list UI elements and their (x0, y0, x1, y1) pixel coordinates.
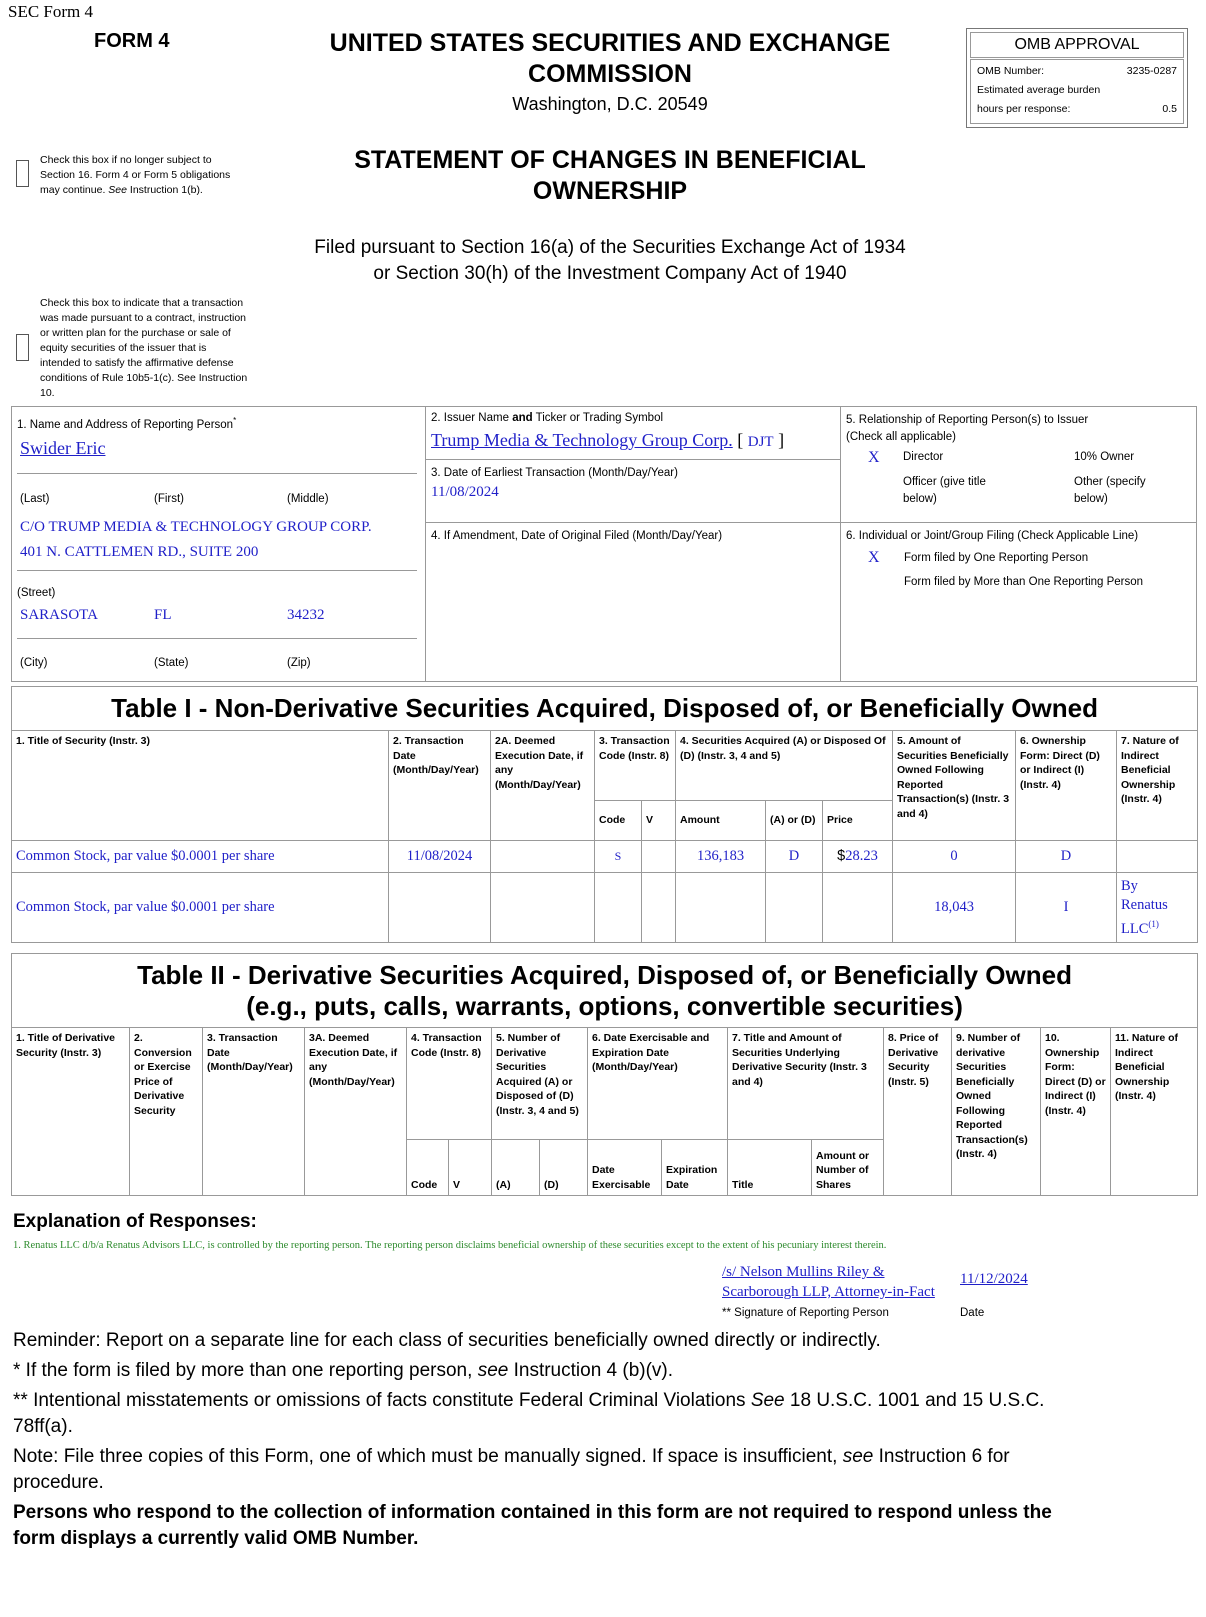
omb-approval-box (966, 28, 1188, 128)
table-row (12, 873, 1198, 943)
reminder-text: Reminder: Report on a separate line for each class of securities beneficially owned directly or indirectly. (13, 1330, 881, 1351)
t1-row2-form: I (1016, 873, 1117, 943)
table2-derivative (11, 953, 1198, 1196)
t1-header-owned: 5. Amount of Securities Beneficially Owned Following Reported Transaction(s) (Instr. 3 and 4) (893, 731, 1016, 841)
persons-text: Persons who respond to the collection of information contained in this form are not required to respond unless the form displays a currently valid OMB Number. (13, 1502, 1052, 1549)
t2-sub-exercisable: Date Exercisable (588, 1140, 662, 1196)
t2-sub-title: Title (728, 1140, 812, 1196)
rule-10b5-1-checkbox[interactable] (16, 334, 29, 361)
other-label: Other (specify below) (1074, 476, 1146, 505)
city-value: SARASOTA (20, 607, 98, 623)
explanation-title: Explanation of Responses: (13, 1211, 257, 1232)
city-label: (City) (20, 657, 48, 669)
more-person-label: Form filed by More than One Reporting Person (904, 576, 1144, 588)
state-label: (State) (154, 657, 189, 669)
rule-10b5-1-text (40, 296, 270, 401)
box3-label: 3. Date of Earliest Transaction (Month/Day/Year) (431, 467, 678, 479)
form-label: FORM 4 (94, 30, 170, 52)
t1-row2-nature: By Renatus LLC$^{(1)}$ (1117, 873, 1198, 943)
section16-text: Check this box if no longer subject to Section 16. Form 4 or Form 5 obligations may continue. See Instruction 1(b). (40, 154, 231, 196)
rule-line: or written plan for the purchase or sale of (40, 327, 231, 339)
t2-header-title: 1. Title of Derivative Security (Instr. 3) (12, 1028, 130, 1196)
t2-header-owned: 9. Number of derivative Securities Beneficially Owned Following Reported Transaction(s) (Instr. 4) (952, 1028, 1041, 1196)
t1-header-code: 3. Transaction Code (Instr. 8) (595, 731, 676, 801)
note-text: Note: File three copies of this Form, one of which must be manually signed. If space is insufficient, see Instruction 6 for procedure. (13, 1446, 1010, 1493)
t2-header-conversion: 2. Conversion or Exercise Price of Derivative Security (130, 1028, 203, 1196)
t2-header-deemed: 3A. Deemed Execution Date, if any (Month/Day/Year) (305, 1028, 407, 1196)
t1-row2-ad (766, 873, 823, 943)
earliest-transaction-date: 11/08/2024 (431, 484, 499, 500)
t1-row1-title: Common Stock, par value $0.0001 per share (12, 841, 389, 873)
rule-line: was made pursuant to a contract, instruction (40, 312, 247, 324)
t1-row1-price: $28.23 (823, 841, 893, 873)
zip-value: 34232 (287, 607, 325, 623)
agency-address: Washington, D.C. 20549 (512, 94, 708, 114)
signature-label: ** Signature of Reporting Person (722, 1307, 889, 1319)
t2-sub-code: Code (407, 1140, 449, 1196)
state-value: FL (154, 607, 172, 623)
t1-row2-deemed (491, 873, 595, 943)
last-label: (Last) (20, 493, 50, 505)
section16-checkbox[interactable] (16, 160, 29, 187)
t1-row1-form: D (1016, 841, 1117, 873)
reporting-address: C/O TRUMP MEDIA & TECHNOLOGY GROUP CORP. 401 N. CATTLEMEN RD., SUITE 200 (20, 519, 372, 560)
t1-row2-amount (676, 873, 766, 943)
t1-row1-date: 11/08/2024 (389, 841, 491, 873)
t1-row2-title: Common Stock, par value $0.0001 per share (12, 873, 389, 943)
director-label: Director (903, 451, 944, 463)
signature-date: 11/12/2024 (960, 1271, 1028, 1287)
footnote-1-ref: (1) (1148, 918, 1159, 929)
t1-row1-deemed (491, 841, 595, 873)
t1-row1-owned: 0 (893, 841, 1016, 873)
ticker-symbol: DJT (747, 434, 774, 450)
t2-sub-amount: Amount or Number of Shares (812, 1140, 884, 1196)
t2-header-date: 3. Transaction Date (Month/Day/Year) (203, 1028, 305, 1196)
t1-row2-code (595, 873, 642, 943)
rule-line: 10. (40, 387, 55, 399)
t1-row2-v (642, 873, 676, 943)
box5-label: 5. Relationship of Reporting Person(s) to Issuer (Check all applicable) (846, 414, 1089, 443)
t1-row1-code: S (595, 841, 642, 873)
t2-header-exercisable: 6. Date Exercisable and Expiration Date (Month/Day/Year) (588, 1028, 728, 1140)
t1-row1-amount: 136,183 (676, 841, 766, 873)
t1-header-date: 2. Transaction Date (Month/Day/Year) (389, 731, 491, 841)
t1-header-form: 6. Ownership Form: Direct (D) or Indirect (I) (Instr. 4) (1016, 731, 1117, 841)
omb-title: OMB APPROVAL (970, 32, 1184, 58)
statement-title: STATEMENT OF CHANGES IN BENEFICIAL OWNERSHIP (354, 146, 866, 205)
t1-header-deemed: 2A. Deemed Execution Date, if any (Month/Day/Year) (491, 731, 595, 841)
t1-header-acquired: 4. Securities Acquired (A) or Disposed Of (D) (Instr. 3, 4 and 5) (676, 731, 893, 801)
t1-sub-v: V (642, 801, 676, 841)
t1-sub-amount: Amount (676, 801, 766, 841)
street-label: (Street) (17, 587, 56, 599)
rule-line: equity securities of the issuer that is (40, 342, 207, 354)
t2-sub-expiration: Expiration Date (662, 1140, 728, 1196)
first-label: (First) (154, 493, 185, 505)
star2-text: ** Intentional misstatements or omissions of facts constitute Federal Criminal Violations See 18 U.S.C. 1001 and 15 U.S.C. 78ff(a). (13, 1390, 1045, 1437)
t1-row1-v (642, 841, 676, 873)
reporting-person-name-link[interactable]: Swider Eric (20, 438, 106, 458)
t2-sub-a: (A) (492, 1140, 540, 1196)
zip-label: (Zip) (287, 657, 311, 669)
t2-header-code: 4. Transaction Code (Instr. 8) (407, 1028, 492, 1140)
t2-header-underlying: 7. Title and Amount of Securities Underlying Derivative Security (Instr. 3 and 4) (728, 1028, 884, 1140)
officer-label: Officer (give title below) (903, 476, 986, 505)
box4-label: 4. If Amendment, Date of Original Filed (Month/Day/Year) (431, 530, 723, 542)
star1-text: * If the form is filed by more than one reporting person, see Instruction 4 (b)(v). (13, 1360, 674, 1381)
t2-header-number: 5. Number of Derivative Securities Acquired (A) or Disposed of (D) (Instr. 3, 4 and 5) (492, 1028, 588, 1140)
table1-non-derivative (11, 686, 1198, 943)
table2-title: Table II - Derivative Securities Acquired, Disposed of, or Beneficially Owned (e.g., puts, calls, warrants, options, convertible securities) (12, 954, 1198, 1028)
box6-label: 6. Individual or Joint/Group Filing (Check Applicable Line) (846, 530, 1139, 542)
issuer-line: Trump Media & Technology Group Corp. [ DJT ] (431, 430, 785, 450)
box2-label: 2. Issuer Name and Ticker or Trading Symbol (431, 412, 664, 424)
t1-row1-ad: D (766, 841, 823, 873)
middle-label: (Middle) (287, 493, 329, 505)
one-person-label: Form filed by One Reporting Person (904, 552, 1089, 564)
t1-sub-price: Price (823, 801, 893, 841)
footnote-1: 1. Renatus LLC d/b/a Renatus Advisors LLC, is controlled by the reporting person. The reporting person disclaims beneficial ownership of these securities except to the extent of his pecuniary interest therein. (13, 1240, 887, 1251)
filed-pursuant: Filed pursuant to Section 16(a) of the Securities Exchange Act of 1934 or Section 30(h) of the Investment Company Act of 1940 (314, 237, 906, 284)
signature-link[interactable]: /s/ Nelson Mullins Riley & Scarborough LLP, Attorney-in-Fact (722, 1264, 935, 1300)
t1-row1-nature (1117, 841, 1198, 873)
t1-sub-ad: (A) or (D) (766, 801, 823, 841)
issuer-name-link[interactable]: Trump Media & Technology Group Corp. (431, 430, 733, 450)
t2-header-price: 8. Price of Derivative Security (Instr. 5) (884, 1028, 952, 1196)
ten-pct-owner-label: 10% Owner (1074, 451, 1135, 463)
director-x-mark: X (868, 449, 880, 466)
rule-line: Check this box to indicate that a transaction (40, 297, 244, 309)
footer-notes (13, 1328, 1193, 1552)
t2-sub-d: (D) (540, 1140, 588, 1196)
omb-details: OMB Number: 3235-0287 Estimated average burden hours per response: 0.5 (970, 59, 1184, 124)
rule-line: conditions of Rule 10b5-1(c). See Instruction (40, 372, 248, 384)
table-row (12, 841, 1198, 873)
t2-header-nature: 11. Nature of Indirect Beneficial Ownership (Instr. 4) (1111, 1028, 1198, 1196)
table1-title: Table I - Non-Derivative Securities Acquired, Disposed of, or Beneficially Owned (12, 687, 1198, 731)
t1-row2-price (823, 873, 893, 943)
t2-sub-v: V (449, 1140, 492, 1196)
rule-line: intended to satisfy the affirmative defense (40, 357, 234, 369)
box1-label: 1. Name and Address of Reporting Person* (17, 416, 237, 431)
t1-row2-owned: 18,043 (893, 873, 1016, 943)
t2-header-form: 10. Ownership Form: Direct (D) or Indirect (I) (Instr. 4) (1041, 1028, 1111, 1196)
t1-header-nature: 7. Nature of Indirect Beneficial Ownership (Instr. 4) (1117, 731, 1198, 841)
t1-sub-code: Code (595, 801, 642, 841)
t1-row2-date (389, 873, 491, 943)
one-person-x-mark: X (868, 549, 880, 566)
agency-title: UNITED STATES SECURITIES AND EXCHANGE COMMISSION (329, 29, 891, 88)
sec-form-label: SEC Form 4 (8, 2, 94, 21)
t1-header-title: 1. Title of Security (Instr. 3) (12, 731, 389, 841)
date-label: Date (960, 1307, 985, 1319)
